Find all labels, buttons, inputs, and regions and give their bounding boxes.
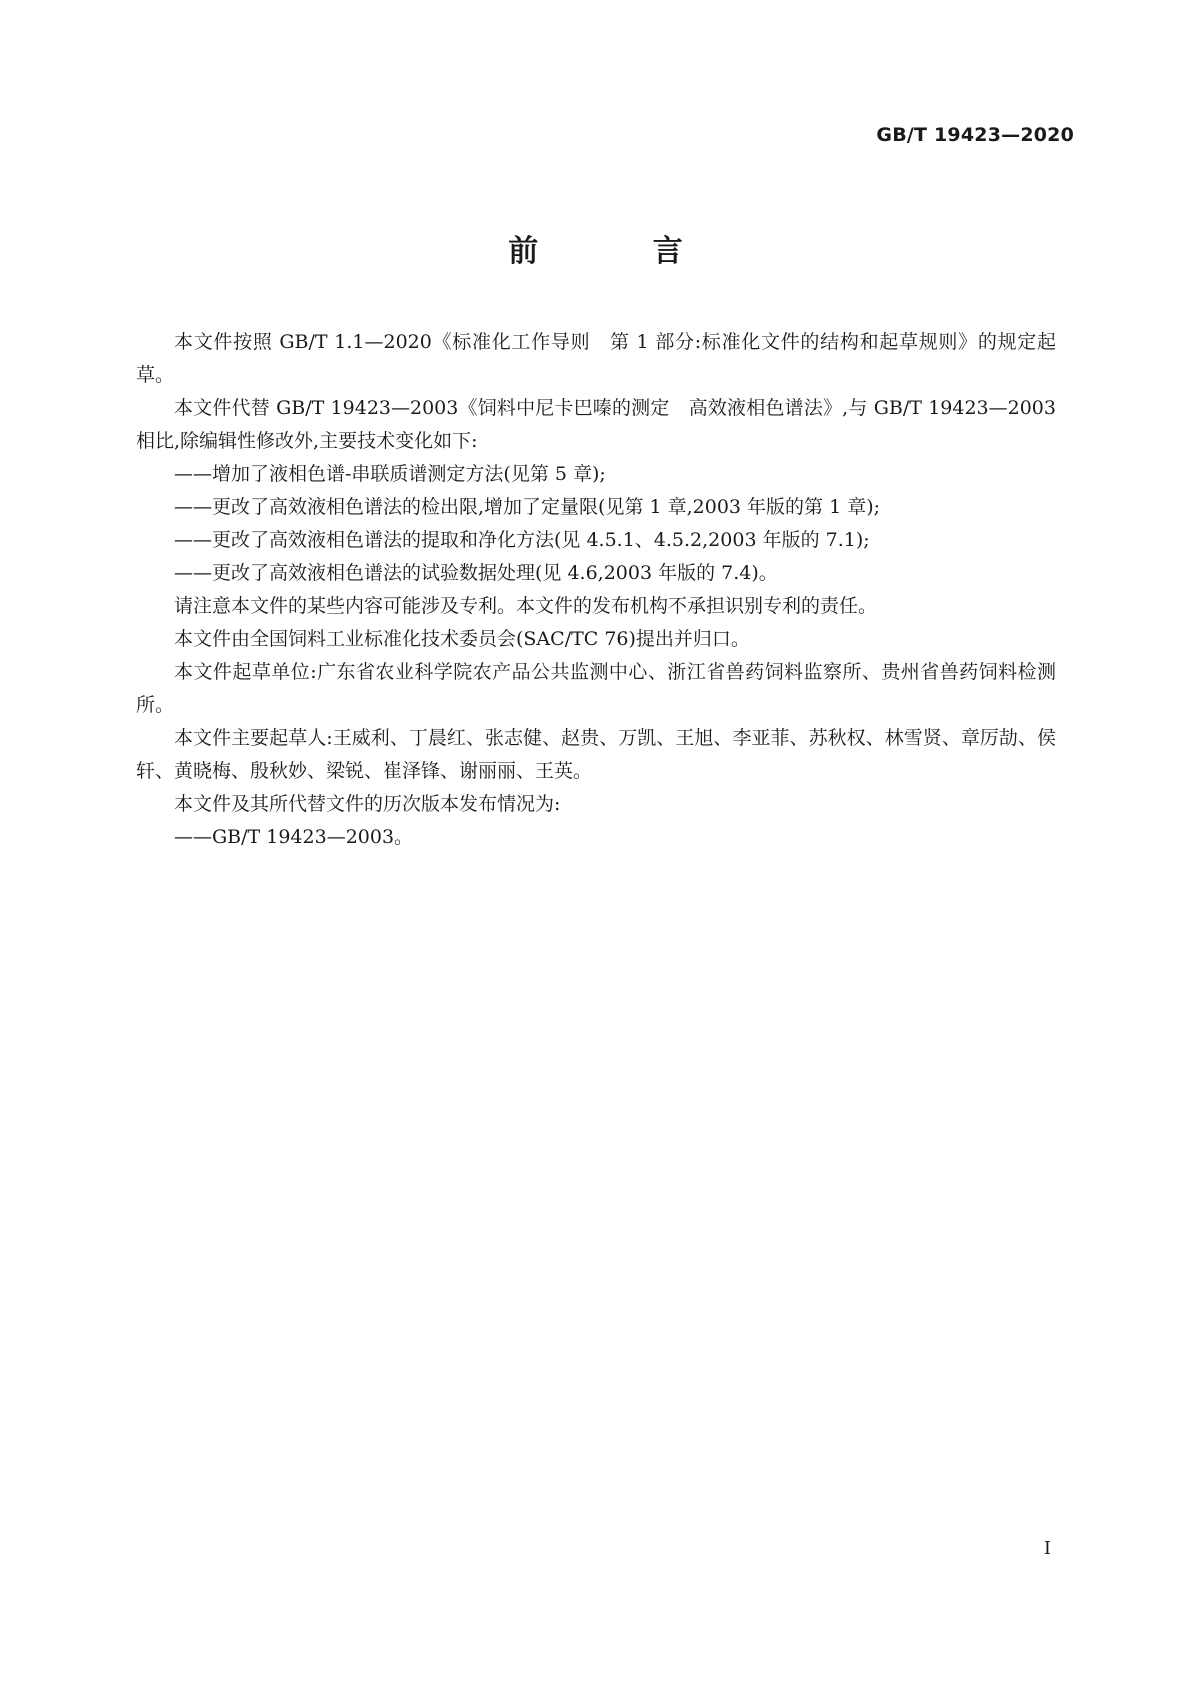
paragraph-history-intro: 本文件及其所代替文件的历次版本发布情况为: [174, 793, 561, 815]
document-body [136, 326, 1056, 854]
list-item-change-4: ——更改了高效液相色谱法的试验数据处理(见 4.6,2003 年版的 7.4)。 [174, 562, 778, 584]
paragraph-drafters: 本文件主要起草人:王威利、丁晨红、张志健、赵贵、万凯、王旭、李亚菲、苏秋权、林雪贤、章厉劼、侯轩、黄晓梅、殷秋妙、梁锐、崔泽锋、谢丽丽、王英。 [136, 727, 1056, 782]
paragraph-drafting-rules: 本文件按照 GB/T 1.1—2020《标准化工作导则 第 1 部分:标准化文件的结构和起草规则》的规定起草。 [136, 331, 1056, 386]
paragraph-patent-notice: 请注意本文件的某些内容可能涉及专利。本文件的发布机构不承担识别专利的责任。 [174, 595, 878, 617]
page-title: 前 言 [508, 234, 735, 269]
paragraph-replacement: 本文件代替 GB/T 19423—2003《饲料中尼卡巴嗪的测定 高效液相色谱法》,与 GB/T 19423—2003 相比,除编辑性修改外,主要技术变化如下: [136, 397, 1056, 452]
list-item-change-2: ——更改了高效液相色谱法的检出限,增加了定量限(见第 1 章,2003 年版的第 1 章); [174, 496, 881, 518]
page-number: I [1043, 1538, 1051, 1559]
paragraph-proposer: 本文件由全国饲料工业标准化技术委员会(SAC/TC 76)提出并归口。 [174, 628, 750, 650]
standard-code: GB/T 19423—2020 [876, 124, 1074, 146]
paragraph-drafting-units: 本文件起草单位:广东省农业科学院农产品公共监测中心、浙江省兽药饲料监察所、贵州省兽药饲料检测所。 [136, 661, 1056, 716]
list-item-change-3: ——更改了高效液相色谱法的提取和净化方法(见 4.5.1、4.5.2,2003 年版的 7.1); [174, 529, 870, 551]
list-item-history: ——GB/T 19423—2003。 [174, 826, 414, 848]
list-item-change-1: ——增加了液相色谱-串联质谱测定方法(见第 5 章); [174, 463, 606, 485]
